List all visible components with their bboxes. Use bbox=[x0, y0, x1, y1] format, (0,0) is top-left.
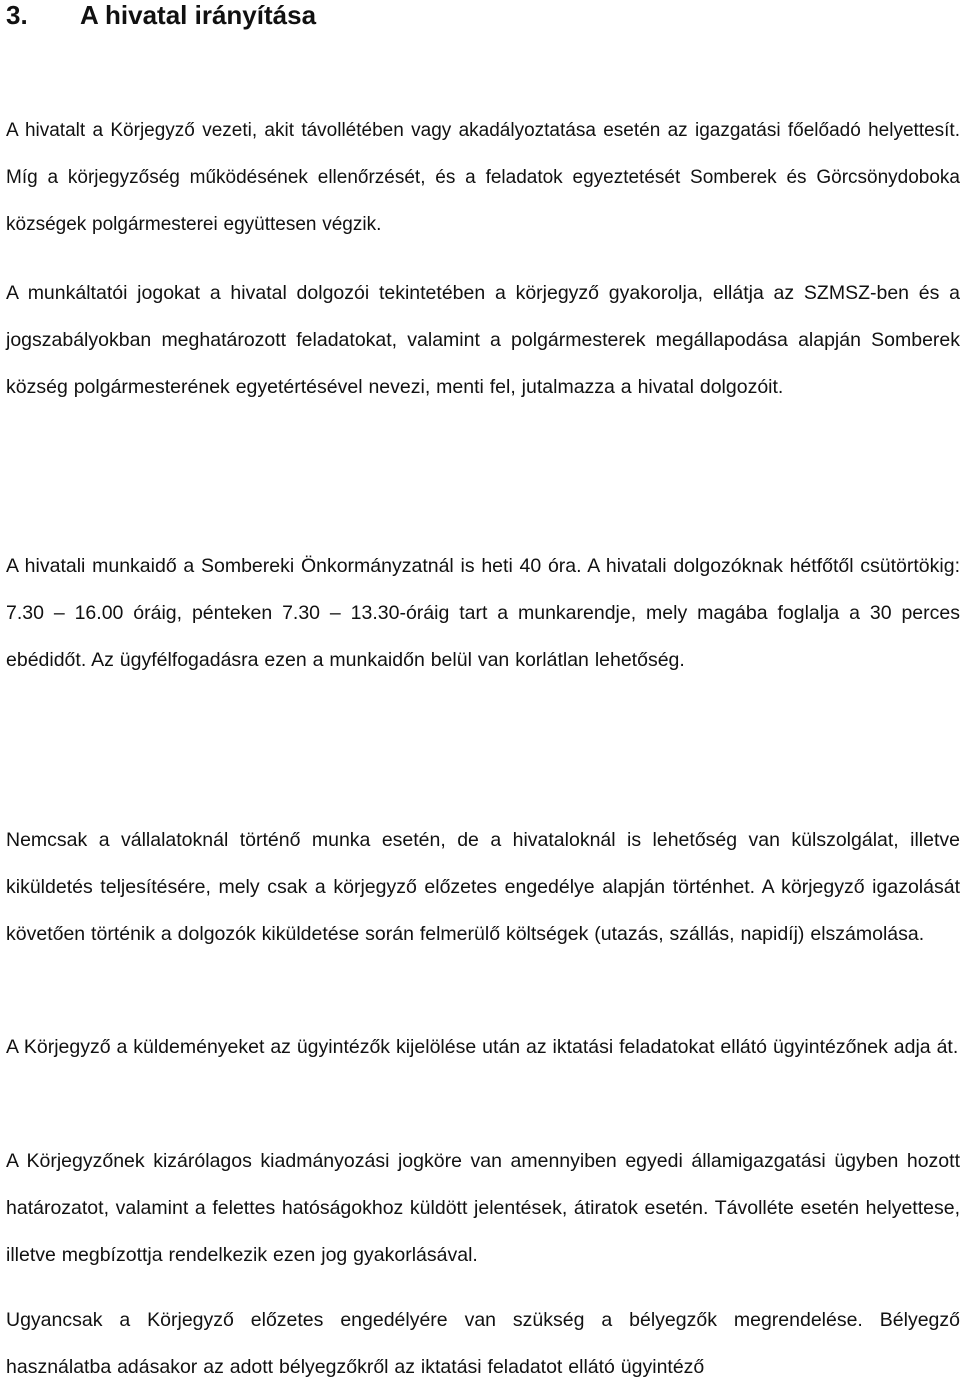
paragraph-working-hours: A hivatali munkaidő a Sombereki Önkormányzatnál is heti 40 óra. A hivatali dolgozóknak hétfőtől csütörtökig: 7.30 – 16.00 óráig, pénteken 7.30 – 13.30-óráig tart a munkarendje, mely magába foglalja a 30 perces ebédidőt. Az ügyfélfogadásra ezen a munkaidőn belül van korlátlan lehetőség. bbox=[6, 555, 960, 671]
paragraph-signing-authority: A Körjegyzőnek kizárólagos kiadmányozási jogköre van amennyiben egyedi államigazgatási ügyben hozott határozatot, valamint a felettes hatóságokhoz küldött jelentések, átiratok esetén. Távolléte esetén helyettese, illetve megbízottja rendelkezik ezen jog gyakorlásával. bbox=[6, 1150, 960, 1266]
paragraph-leadership: A hivatalt a Körjegyző vezeti, akit távollétében vagy akadályoztatása esetén az igazgatási főelőadó helyettesít. Míg a körjegyzőség működésének ellenőrzését, és a feladatok egyeztetését Somberek és Görcsönydoboka községek polgármesterei együttesen végzik. bbox=[6, 120, 960, 235]
paragraph-mail-handling: A Körjegyző a küldeményeket az ügyintézők kijelölése után az iktatási feladatokat ellátó ügyintézőnek adja át. bbox=[6, 1036, 959, 1058]
paragraph-stamps: Ugyancsak a Körjegyző előzetes engedélyére van szükség a bélyegzők megrendelése. Bélyegző használatba adásakor az adott bélyegzőkről az iktatási feladatot ellátó ügyintéző bbox=[6, 1309, 960, 1378]
section-number: 3. bbox=[6, 0, 28, 30]
paragraph-field-service: Nemcsak a vállalatoknál történő munka esetén, de a hivataloknál is lehetőség van külszolgálat, illetve kiküldetés teljesítésére, mely csak a körjegyző előzetes engedélye alapján történhet. A körjegyző igazolását követően történik a dolgozók kiküldetése során felmerülő költségek (utazás, szállás, napidíj) elszámolása. bbox=[6, 829, 960, 945]
section-title: A hivatal irányítása bbox=[80, 0, 317, 30]
paragraph-employer-rights: A munkáltatói jogokat a hivatal dolgozói tekintetében a körjegyző gyakorolja, ellátja az SZMSZ-ben és a jogszabályokban meghatározott feladatokat, valamint a polgármesterek megállapodása alapján Somberek község polgármesterének egyetértésével nevezi, menti fel, jutalmazza a hivatal dolgozóit. bbox=[6, 282, 960, 398]
section-heading bbox=[6, 0, 316, 30]
